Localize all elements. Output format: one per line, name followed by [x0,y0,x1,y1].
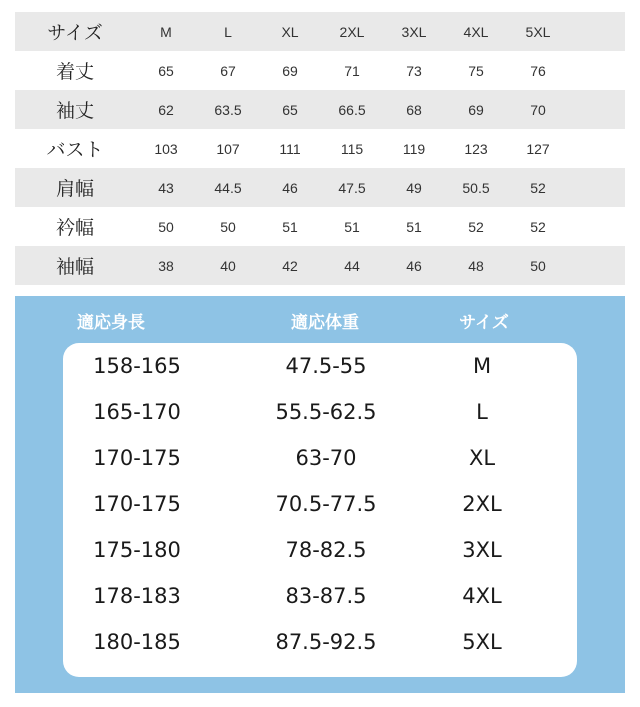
fit-height: 175-180 [93,538,181,562]
fit-weight: 63-70 [295,446,357,470]
size-header-cell: 4XL [463,23,489,40]
row-cell: 76 [530,62,546,79]
row-cell: 52 [530,218,546,235]
fit-size: 4XL [462,584,502,608]
fit-weight: 87.5-92.5 [275,630,377,654]
size-row-sleeve-width [15,246,625,285]
row-cell: 51 [406,218,422,235]
size-header-cell: XL [281,23,299,40]
row-cell: 62 [158,101,174,118]
row-label: 着丈 [55,61,94,83]
row-cell: 67 [220,62,236,79]
fit-row [63,354,577,382]
size-header-cell: L [224,23,232,40]
fit-height: 165-170 [93,400,181,424]
fit-weight: 47.5-55 [285,354,367,378]
header-height: 適応身長 [77,313,145,333]
fit-height: 158-165 [93,354,181,378]
fit-guide-card [63,343,577,677]
size-row-shoulder [15,168,625,207]
row-label: 衿幅 [55,217,94,239]
size-row-bust [15,129,625,168]
fit-height: 170-175 [93,446,181,470]
row-cell: 50.5 [462,179,490,196]
row-cell: 127 [526,140,550,157]
row-cell: 44.5 [214,179,242,196]
size-row-length [15,51,625,90]
row-cell: 73 [406,62,422,79]
size-header-cell: 2XL [339,23,365,40]
fit-row [63,492,577,520]
fit-weight: 78-82.5 [285,538,367,562]
row-cell: 115 [340,140,364,157]
fit-height: 170-175 [93,492,181,516]
size-row-sleeve-length [15,90,625,129]
fit-row [63,584,577,612]
row-cell: 66.5 [338,101,366,118]
fit-height: 178-183 [93,584,181,608]
header-weight: 適応体重 [291,313,359,333]
row-cell: 50 [220,218,236,235]
row-cell: 46 [406,257,422,274]
row-cell: 75 [468,62,484,79]
row-cell: 65 [282,101,298,118]
row-label: 袖丈 [55,100,94,122]
fit-row [63,630,577,658]
fit-row [63,400,577,428]
fit-weight: 70.5-77.5 [275,492,377,516]
fit-row [63,538,577,566]
size-header-cell: 3XL [401,23,427,40]
row-cell: 123 [464,140,488,157]
fit-size: 2XL [462,492,502,516]
fit-height: 180-185 [93,630,181,654]
row-cell: 51 [344,218,360,235]
row-cell: 69 [282,62,298,79]
fit-size: 3XL [462,538,502,562]
fit-weight: 55.5-62.5 [275,400,377,424]
header-size: サイズ [459,313,509,333]
size-header-cell: 5XL [525,23,551,40]
fit-size: 5XL [462,630,502,654]
row-label: バスト [46,139,104,161]
row-cell: 119 [402,140,426,157]
row-cell: 50 [530,257,546,274]
row-cell: 51 [282,218,298,235]
size-header-cell: M [160,23,172,40]
size-header-label: サイズ [47,22,103,44]
fit-weight: 83-87.5 [285,584,367,608]
row-cell: 49 [406,179,422,196]
fit-size: M [472,354,492,378]
row-cell: 43 [158,179,174,196]
row-cell: 63.5 [214,101,242,118]
size-header-row [15,12,625,51]
size-chart-table [15,12,625,285]
row-cell: 52 [468,218,484,235]
row-cell: 107 [216,140,240,157]
row-label: 袖幅 [55,256,94,278]
fit-guide-panel [15,296,625,693]
row-cell: 40 [220,257,236,274]
row-cell: 44 [344,257,360,274]
row-label: 肩幅 [55,178,94,200]
row-cell: 47.5 [338,179,366,196]
row-cell: 111 [279,140,301,157]
row-cell: 50 [158,218,174,235]
row-cell: 70 [530,101,546,118]
row-cell: 65 [158,62,174,79]
fit-row [63,446,577,474]
row-cell: 68 [406,101,422,118]
row-cell: 42 [282,257,298,274]
row-cell: 38 [158,257,174,274]
size-row-collar [15,207,625,246]
row-cell: 48 [468,257,484,274]
row-cell: 46 [282,179,298,196]
fit-size: XL [468,446,496,470]
row-cell: 69 [468,101,484,118]
row-cell: 71 [344,62,360,79]
row-cell: 52 [530,179,546,196]
fit-size: L [476,400,488,424]
fit-guide-header [15,308,625,332]
row-cell: 103 [154,140,178,157]
